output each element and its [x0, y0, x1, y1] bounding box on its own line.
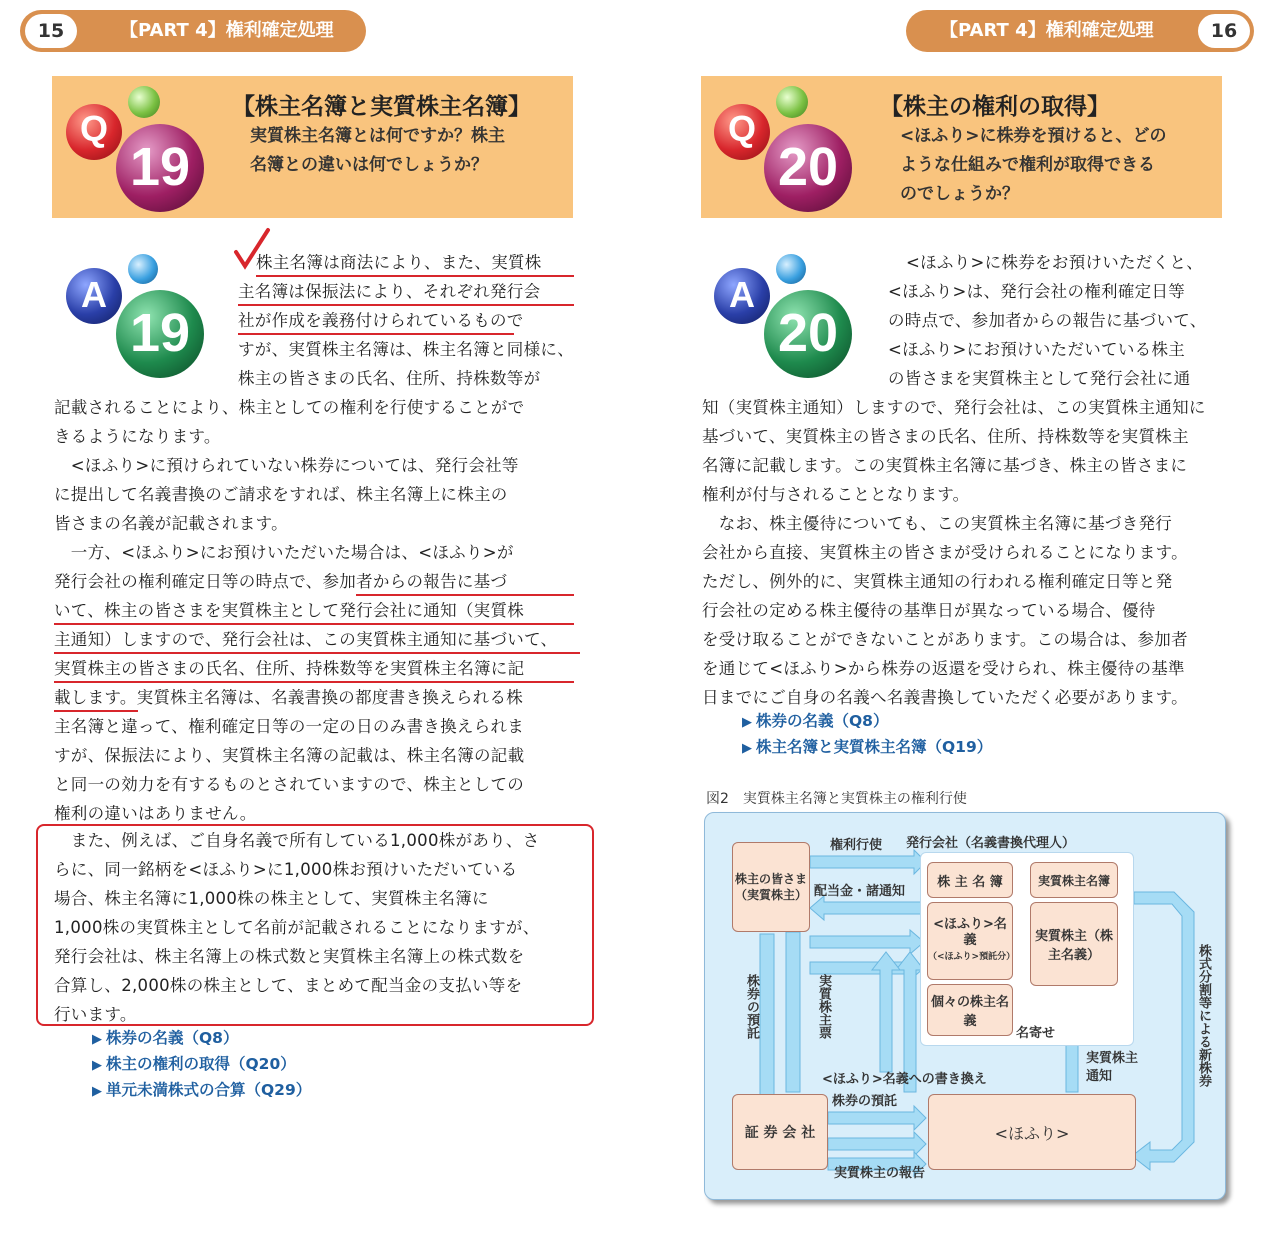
answer-20-line: 行会社の定める株主優待の基準日が異なっている場合、優待 [702, 601, 1156, 620]
question-19-line2: 名簿との違いは何でしょうか？ [250, 155, 488, 175]
stock-deposit-label: 株券の預託 [832, 1094, 898, 1109]
question-20-line3: のでしょうか？ [900, 184, 1019, 204]
green-small-ball-icon [128, 86, 160, 118]
green-small-ball-icon [776, 86, 808, 118]
red-underline [54, 710, 138, 712]
vote-vertical-label: 実質株主票 [816, 974, 831, 1039]
blue-small-ball-icon [128, 254, 158, 284]
answer-19-line: と同一の効力を有するものとされていますので、株主としての [54, 775, 525, 794]
answer-20-line: を受け取ることができないことがあります。この場合は、参加者 [702, 630, 1188, 649]
answer-20-line: 権利が付与されることとなります。 [702, 485, 970, 504]
hofuri-name-label: <ほふり>名義 [933, 917, 1007, 948]
hofuri-deposit-label: （<ほふり>預託分） [928, 952, 1016, 962]
red-underline [238, 304, 574, 306]
question-20-title: 【株主の権利の取得】 [880, 94, 1110, 120]
reference-link[interactable]: ▶ 株券の名義（Q8） [742, 712, 889, 730]
answer-19-line: 発行会社の権利確定日等の時点で、参加者からの報告に基づ [54, 572, 508, 591]
q19-number: 19 [129, 137, 191, 197]
a-letter: A [81, 274, 107, 315]
answer-19-line: 発行会社は、株主名簿上の株式数と実質株主名簿上の株式数を [54, 947, 525, 966]
answer-19-line: 主名簿は保振法により、それぞれ発行会 [238, 282, 541, 301]
answer-19-line: 株主の皆さまの氏名、住所、持株数等が [238, 369, 541, 388]
q-letter: Q [727, 108, 756, 149]
part-title: 【PART 4】権利確定処理 [120, 20, 334, 41]
answer-20-line: 知（実質株主通知）しますので、発行会社は、この実質株主通知に [702, 398, 1206, 417]
answer-19-line: <ほふり>に預けられていない株券については、発行会社等 [54, 456, 519, 475]
answer-19-line: 権利の違いはありません。 [54, 804, 257, 823]
answer-19-line: 1,000株の実質株主として名前が記載されることになりますが、 [54, 918, 540, 937]
answer-19-line: らに、同一銘柄を<ほふり>に1,000株お預けいただいている [54, 860, 518, 879]
answer-19-line: に提出して名義書換のご請求をすれば、株主名簿上に株主の [54, 485, 508, 504]
answer-19-line: いて、株主の皆さまを実質株主として発行会社に通知（実質株 [54, 601, 525, 620]
answer-19-line: 社が作成を義務付けられているもので [238, 311, 524, 330]
registry-header: 株 主 名 簿 [927, 862, 1013, 898]
individual-holder-cell: 個々の株主名義 [927, 984, 1013, 1036]
reference-link[interactable]: ▶ 株主名簿と実質株主名簿（Q19） [742, 738, 993, 756]
reference-link[interactable]: ▶ 株主の権利の取得（Q20） [92, 1055, 296, 1073]
answer-19-line: 主名簿と違って、権利確定日等の一定の日のみ書き換えられま [54, 717, 525, 736]
answer-20-line: なお、株主優待についても、この実質株主名簿に基づき発行 [702, 514, 1173, 533]
answer-19-line: 行います。 [54, 1005, 137, 1024]
page-number: 16 [1198, 14, 1250, 48]
answer-19-line: 合算し、2,000株の株主として、まとめて配当金の支払い等を [54, 976, 523, 995]
answer-20-line: <ほふり>に株券をお預けいただくと、 [906, 253, 1204, 272]
answer-19-line: 株主名簿は商法により、また、実質株 [256, 253, 542, 272]
figure-caption: 図2 実質株主名簿と実質株主の権利行使 [706, 791, 967, 807]
a19-number: 19 [129, 303, 191, 363]
a20-number: 20 [777, 303, 839, 363]
answer-20-line: 会社から直接、実質株主の皆さまが受けられることになります。 [702, 543, 1188, 562]
question-20-line2: ような仕組みで権利が取得できる [900, 155, 1155, 175]
deposit-vertical-label: 株券の預託 [744, 974, 759, 1039]
red-underline [54, 623, 574, 625]
red-underline [54, 652, 580, 654]
hofuri-box: <ほふり> [928, 1094, 1136, 1170]
answer-19-line: すが、実質株主名簿は、株主名簿と同様に、 [238, 340, 574, 359]
left-page-header [20, 10, 366, 52]
blue-small-ball-icon [776, 254, 806, 284]
answer-19-line: すが、保振法により、実質株主名簿の記載は、株主名簿の記載 [54, 746, 525, 765]
answer-19-line: 実質株主の皆さまの氏名、住所、持株数等を実質株主名簿に記 [54, 659, 525, 678]
right-page-header [906, 10, 1254, 52]
answer-20-line: <ほふり>にお預けいただいている株主 [888, 340, 1186, 359]
red-underline [356, 594, 574, 596]
answer-20-line: 基づいて、実質株主の皆さまの氏名、住所、持株数等を実質株主 [702, 427, 1189, 446]
answer-20-line: 名簿に記載します。この実質株主名簿に基づき、株主の皆さまに [702, 456, 1188, 475]
real-registry-header: 実質株主名簿 [1030, 862, 1118, 898]
answer-20-line: 日までにご自身の名義へ名義書換していただく必要があります。 [702, 688, 1188, 707]
answer-19-line: 一方、<ほふり>にお預けいただいた場合は、<ほふり>が [54, 543, 514, 562]
part-title: 【PART 4】権利確定処理 [940, 20, 1154, 41]
answer-19-line: 皆さまの名義が記載されます。 [54, 514, 288, 533]
hofuri-name-cell [927, 902, 1016, 980]
answer-19-line: また、例えば、ご自身名義で所有している1,000株があり、さ [54, 831, 540, 850]
answer-19-line: きるようになります。 [54, 427, 221, 446]
answer-20-line: を通じて<ほふり>から株券の返還を受けられ、株主優待の基準 [702, 659, 1185, 678]
answer-20-line: ただし、例外的に、実質株主通知の行われる権利確定日等と発 [702, 572, 1173, 591]
answer-20-line: <ほふり>は、発行会社の権利確定日等 [888, 282, 1186, 301]
q-letter: Q [79, 108, 108, 149]
answer-19-line: 場合、株主名簿に1,000株の株主として、実質株主名簿に [54, 889, 489, 908]
answer-20-line: の時点で、参加者からの報告に基づいて、 [888, 311, 1207, 330]
rename-label: <ほふり>名義への書き換え [822, 1072, 987, 1087]
answer-19-line: 主通知）しますので、発行会社は、この実質株主通知に基づいて、 [54, 630, 558, 649]
report-label: 実質株主の報告 [834, 1166, 926, 1181]
securities-box: 証 券 会 社 [732, 1094, 828, 1170]
red-underline [238, 333, 514, 335]
reference-link[interactable]: ▶ 株券の名義（Q8） [92, 1029, 239, 1047]
answer-19-line: 載します。実質株主名簿は、名義書換の都度書き換えられる株 [54, 688, 524, 707]
issuer-label: 発行会社（名義書換代理人） [906, 836, 1076, 851]
dividend-label: 配当金・諸通知 [814, 884, 906, 899]
question-20-line1: <ほふり>に株券を預けると、どの [900, 126, 1167, 146]
reference-link[interactable]: ▶ 単元未満株式の合算（Q29） [92, 1081, 312, 1099]
red-underline [54, 681, 574, 683]
answer-20-line: の皆さまを実質株主として発行会社に通 [888, 369, 1191, 388]
question-19-line1: 実質株主名簿とは何ですか？株主 [250, 126, 505, 146]
a-letter: A [729, 274, 755, 315]
red-underline [256, 275, 574, 277]
question-19-title: 【株主名簿と実質株主名簿】 [232, 94, 531, 120]
exercise-label: 権利行使 [830, 838, 883, 853]
answer-19-line: 記載されることにより、株主としての権利を行使することがで [54, 398, 525, 417]
nayose-label: 名寄せ [1016, 1026, 1056, 1041]
page-number: 15 [25, 14, 77, 48]
new-shares-vertical-label: 株式分割等による新株券 [1196, 944, 1211, 1087]
real-notice-label: 実質株主通知 [1086, 1051, 1139, 1084]
real-holder-cell: 実質株主（株主名義） [1030, 902, 1118, 986]
shareholders-box: 株主の皆さま（実質株主） [732, 842, 810, 932]
q20-number: 20 [777, 137, 839, 197]
